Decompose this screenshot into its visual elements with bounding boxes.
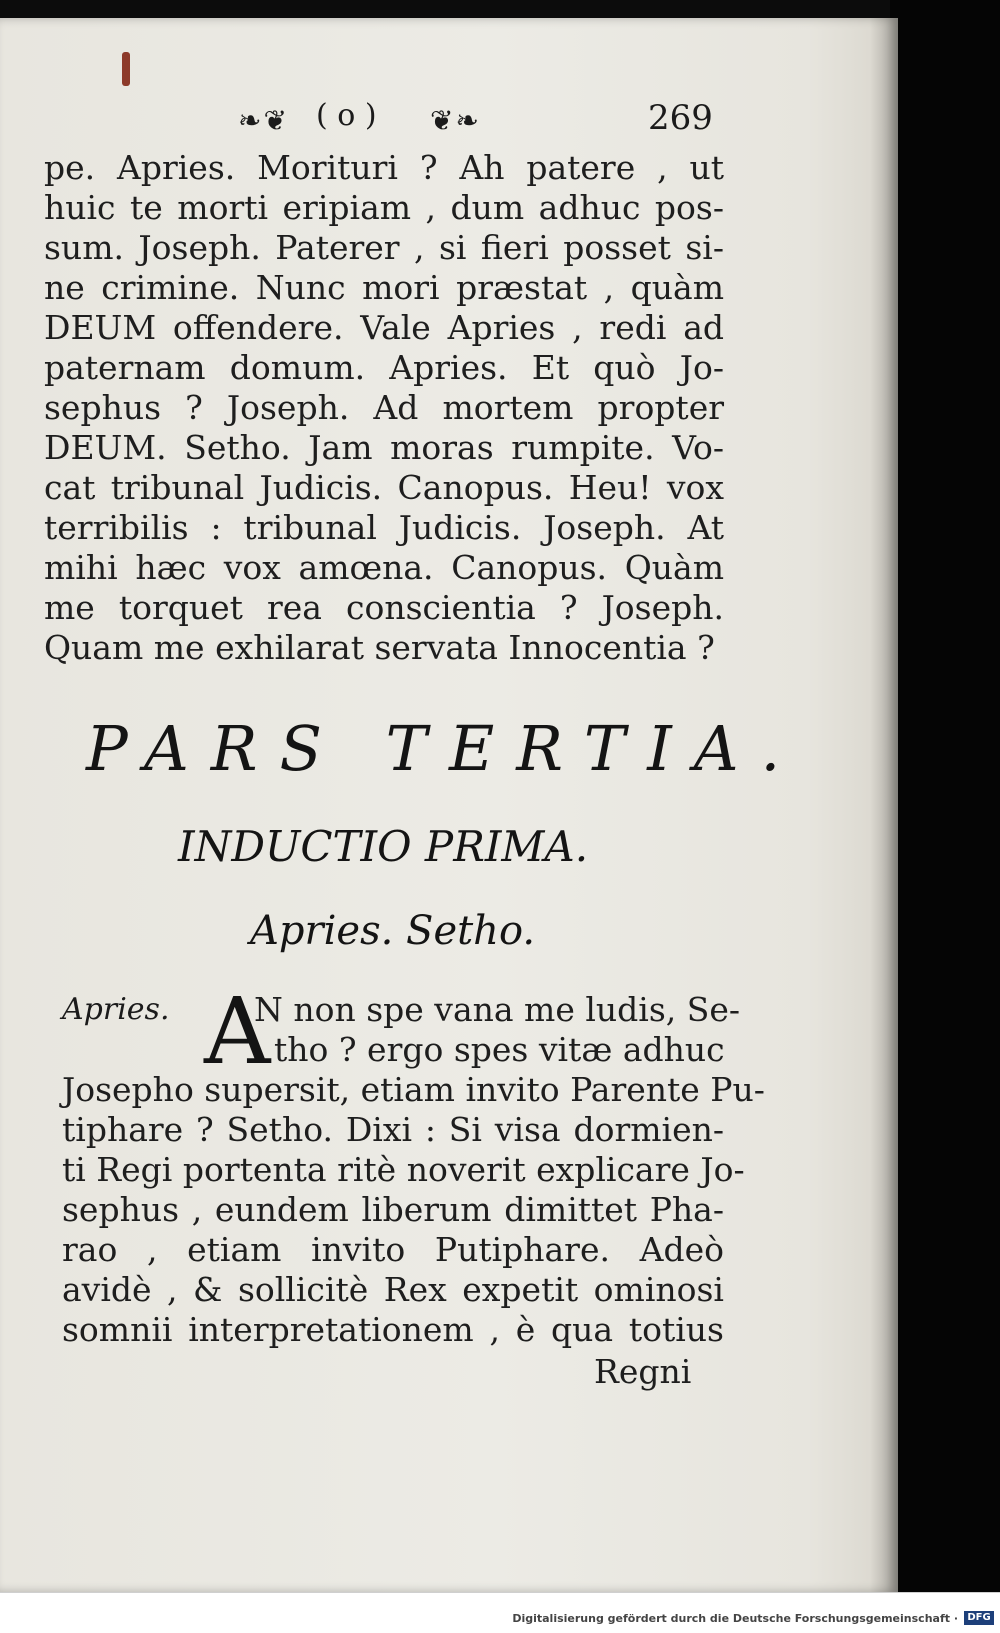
text-line: N non spe vana me ludis, Se- [254,990,741,1029]
funding-credit: Digitalisierung gefördert durch die Deutsche Forschungsgemeinschaft · [512,1612,958,1625]
running-header [238,98,718,144]
text-line: rao , etiam invito Putiphare. Adeò [62,1230,724,1269]
text-line: huic te morti eripiam , dum adhuc pos- [44,188,724,227]
text-line: me torquet rea conscientia ? Joseph. [44,588,724,627]
text-line: terribilis : tribunal Judicis. Joseph. At [44,508,724,547]
text-line: ti Regi portenta ritè noverit explicare Jo- [62,1150,745,1189]
page-number: 269 [648,98,713,138]
text-line: sephus , eundem liberum dimittet Pha- [62,1190,724,1229]
text-line: somnii interpretationem , è qua totius [62,1310,724,1349]
catchword: Regni [594,1352,692,1391]
dialogue-block-2 [44,978,765,1350]
ink-mark [122,52,130,86]
text-line: mihi hæc vox amœna. Canopus. Quàm [44,548,724,587]
text-line: paternam domum. Apries. Et quò Jo- [44,348,724,387]
ornament-right-icon: ❦❧ [430,104,481,137]
drop-capital: A [204,978,271,1085]
text-line: DEUM offendere. Vale Apries , redi ad [44,308,724,347]
text-line: ne crimine. Nunc mori præstat , quàm [44,268,724,307]
footer-bar [0,1592,1000,1633]
characters-heading: Apries. Setho. [250,908,536,954]
section-title: INDUCTIO PRIMA. [178,822,589,871]
text-line: Quam me exhilarat servata Innocentia ? [44,628,715,667]
text-line: tiphare ? Setho. Dixi : Si visa dormien- [62,1110,724,1149]
text-line: sephus ? Joseph. Ad mortem propter [44,388,724,427]
text-line: avidè , & sollicitè Rex expetit ominosi [62,1270,724,1309]
signature-mark: ( o ) [316,98,377,133]
text-line: pe. Apries. Morituri ? Ah patere , ut [44,148,724,187]
text-line: sum. Joseph. Paterer , si fieri posset si- [44,228,724,267]
scan-background-right [890,0,1000,1600]
dialogue-block-1 [44,148,724,668]
part-title: PARS TERTIA. [86,712,803,785]
ornament-left-icon: ❧❦ [238,104,289,137]
speaker-label: Apries. [62,992,170,1027]
dfg-logo: DFG [964,1611,994,1625]
page-fold-shadow [870,18,900,1592]
text-line: cat tribunal Judicis. Canopus. Heu! vox [44,468,724,507]
scan-background-top [0,0,1000,20]
text-line: DEUM. Setho. Jam moras rumpite. Vo- [44,428,724,467]
text-line: tho ? ergo spes vitæ adhuc [274,1030,725,1069]
text-line: Josepho supersit, etiam invito Parente Pu- [62,1070,765,1109]
